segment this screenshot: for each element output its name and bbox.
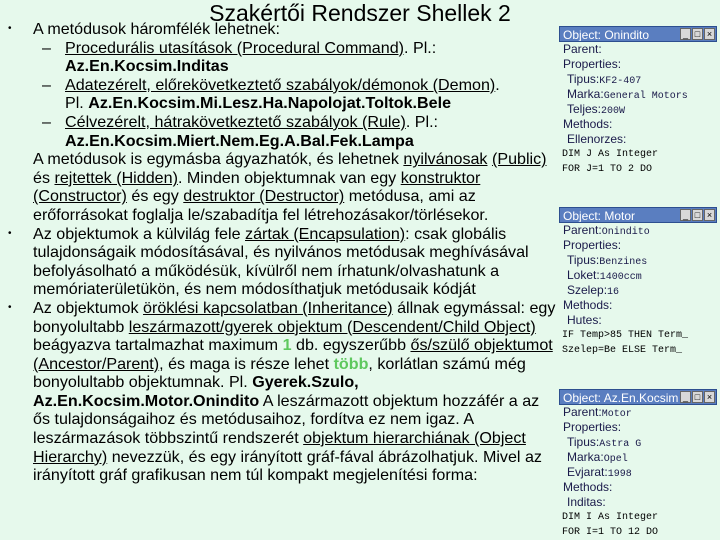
methods-header [559, 117, 717, 132]
property-label: Marka: [567, 450, 604, 464]
term-hidden: rejtettek (Hidden) [54, 168, 178, 187]
demon-prefix: Pl. [65, 94, 89, 113]
window-controls [680, 28, 715, 40]
properties-header [559, 57, 717, 72]
window-titlebar[interactable] [559, 207, 717, 223]
property-value[interactable]: Benzines [599, 257, 648, 268]
close-button[interactable]: × [704, 209, 715, 221]
properties-label: Properties: [563, 238, 622, 252]
property-label: Loket: [567, 268, 600, 282]
parent-value[interactable]: Onindito [601, 227, 650, 238]
bullet-marker: • [8, 227, 12, 239]
method-row[interactable] [559, 132, 717, 147]
property-value[interactable]: 16 [607, 287, 620, 298]
method-code-line[interactable]: DIM J As Integer [562, 149, 659, 160]
property-value[interactable]: 1998 [607, 469, 632, 480]
text: és [33, 168, 55, 187]
highlight-tobb: több [333, 354, 369, 373]
demon-term: Adatezérelt, előrekövetkeztető szabályok/démonok (Demon) [65, 75, 496, 94]
method-name: Hutes: [567, 313, 602, 327]
property-label: Teljes: [567, 102, 602, 116]
parent-row [559, 42, 717, 57]
maximize-button[interactable]: □ [692, 28, 703, 40]
text: , korlátlan számú még bonyolultabb objektumnak. Pl. [33, 354, 526, 392]
procedural-rest: . Pl.: [404, 38, 437, 57]
text: , és maga is része lehet [159, 354, 334, 373]
maximize-button[interactable]: □ [692, 391, 703, 403]
parent-row[interactable] [559, 223, 717, 238]
method-name: Ellenorzes: [567, 132, 627, 146]
property-label: Tipus: [567, 253, 600, 267]
demon-example: Az.En.Kocsim.Mi.Lesz.Ha.Napolojat.Toltok.Bele [88, 94, 452, 113]
method-row[interactable] [559, 495, 717, 510]
highlight-one: 1 [282, 336, 292, 355]
method-row[interactable] [559, 313, 717, 328]
method-code-line[interactable]: Szelep=Be ELSE Term_ [562, 345, 683, 356]
text: . Minden objektumnak van egy [177, 168, 401, 187]
dash-marker: – [42, 38, 51, 57]
window-title: Object: Onindito [563, 28, 650, 42]
bullet-marker: • [8, 23, 12, 34]
text: metódusa, ami az erőforrásokat foglalja le/szabadítja fel létrehozásakor/törlésekor. [33, 187, 489, 224]
property-row[interactable] [559, 450, 717, 465]
term-inheritance: öröklési kapcsolatban (Inheritance) [143, 298, 393, 317]
parent-label: Parent: [563, 405, 602, 419]
maximize-button[interactable]: □ [692, 209, 703, 221]
text: Az objektumok a külvilág fele [33, 224, 246, 243]
property-label: Tipus: [567, 72, 600, 86]
window-title: Object: Motor [563, 209, 636, 223]
term-encapsulation: zártak (Encapsulation) [245, 224, 406, 243]
text: db. egyszerűbb [291, 336, 411, 355]
method-code-line[interactable]: FOR J=1 TO 2 DO [562, 164, 653, 175]
properties-label: Properties: [563, 57, 622, 71]
text: beágyazva tartalmazhat maximum [33, 336, 283, 355]
slide-title: Szakértői Rendszer Shellek 2 [209, 0, 511, 26]
property-value[interactable]: Astra G [599, 439, 642, 450]
term-constructor: konstruktor (Constructor) [33, 168, 481, 206]
rule-rest: . Pl.: [405, 112, 439, 131]
method-code-line[interactable]: FOR I=1 TO 12 DO [562, 527, 659, 538]
bullet-inheritance [8, 299, 556, 485]
property-value[interactable]: Opel [603, 454, 628, 465]
method-code-line[interactable]: DIM I As Integer [562, 512, 659, 523]
term-public-paren: (Public) [491, 150, 547, 169]
close-button[interactable]: × [704, 28, 715, 40]
rule-example: Az.En.Kocsim.Miert.Nem.Eg.A.Bal.Fek.Lampa [65, 131, 414, 150]
term-parent-object: ős/szülő objektumot (Ancestor/Parent) [33, 336, 553, 373]
minimize-button[interactable]: _ [680, 209, 691, 221]
term-destructor: destruktor (Destructor) [183, 187, 345, 206]
property-row[interactable] [559, 102, 717, 117]
text: állnak egymással: egy bonyolultabb [33, 298, 556, 336]
methods-intro: A metódusok háromfélék lehetnek: [33, 20, 280, 38]
text: A metódusok is egymásba ágyazhatók, és lehetnek [33, 150, 404, 169]
properties-header [559, 420, 717, 435]
window-titlebar[interactable] [559, 26, 717, 42]
property-row[interactable] [559, 87, 717, 102]
text: Az objektumok [33, 298, 144, 317]
demon-rest: . [495, 75, 500, 94]
text: A leszármazott objektum hozzáfér a az ős tulajdonságaihoz és metódusaihoz, fordítva ez nem igaz. A leszármazások többszintű rendszerét [33, 391, 540, 448]
term-object-hierarchy: objektum hierarchiának (Object Hierarchy) [33, 429, 526, 466]
property-label: Tipus: [567, 435, 600, 449]
window-controls [680, 209, 715, 221]
method-name: Inditas: [567, 495, 606, 509]
inheritance-example: Gyerek.Szulo, Az.En.Kocsim.Motor.Onindito [33, 373, 359, 410]
window-controls [680, 391, 715, 403]
bullet-marker: • [8, 301, 12, 313]
window-title: Object: Az.En.Kocsim [563, 391, 679, 405]
methods-label: Methods: [563, 298, 613, 312]
property-value[interactable]: KF2-407 [599, 76, 642, 87]
property-row[interactable] [559, 283, 717, 298]
property-label: Marka: [567, 87, 604, 101]
property-row[interactable] [559, 72, 717, 87]
procedural-example: Az.En.Kocsim.Inditas [65, 57, 229, 76]
property-row[interactable] [559, 253, 717, 268]
methods-label: Methods: [563, 480, 613, 494]
text: és egy [126, 187, 184, 206]
object-window-onindito[interactable] [559, 26, 717, 177]
sub-item-rule [8, 113, 556, 150]
window-titlebar[interactable] [559, 389, 717, 405]
methods-label: Methods: [563, 117, 613, 131]
property-label: Szelep: [567, 283, 608, 297]
property-row[interactable] [559, 465, 717, 480]
object-window-az-en-kocsim[interactable] [559, 389, 717, 540]
dash-marker: – [42, 75, 51, 94]
text: nevezzük, és egy irányított gráf-fával ábrázolhatjuk. Mivel az irányított gráf grafikusan nem túl kompakt megjelenítési forma: [33, 447, 542, 485]
minimize-button[interactable]: _ [680, 28, 691, 40]
property-value[interactable]: 1400ccm [599, 272, 642, 283]
procedural-term: Procedurális utasítások (Procedural Command) [65, 38, 405, 57]
methods-paragraph [8, 150, 556, 224]
parent-label: Parent: [563, 223, 602, 237]
property-row[interactable] [559, 268, 717, 283]
methods-header [559, 298, 717, 313]
bullet-methods [8, 20, 556, 39]
property-label: Evjarat: [567, 465, 608, 479]
minimize-button[interactable]: _ [680, 391, 691, 403]
object-window-motor[interactable] [559, 207, 717, 358]
methods-header [559, 480, 717, 495]
close-button[interactable]: × [704, 391, 715, 403]
parent-value[interactable]: Motor [601, 409, 632, 420]
property-value[interactable]: General Motors [603, 91, 688, 102]
properties-label: Properties: [563, 420, 622, 434]
sub-item-demon [8, 76, 556, 113]
slide-body [8, 20, 556, 485]
parent-row[interactable] [559, 405, 717, 420]
properties-header [559, 238, 717, 253]
dash-marker: – [42, 112, 51, 131]
sub-item-procedural [8, 39, 556, 76]
property-value[interactable]: 200W [601, 106, 626, 117]
rule-term: Célvezérelt, hátrakövetkeztető szabályok (Rule) [65, 112, 406, 131]
bullet-encapsulation [8, 225, 556, 299]
method-code-line[interactable]: IF Temp>85 THEN Term_ [562, 330, 689, 341]
property-row[interactable] [559, 435, 717, 450]
term-public: nyilvánosak [403, 150, 488, 169]
text: : csak globális tulajdonságaik módosításával, és nyilvános metódusak meghívásával befolyásolható a működésük, kívülről nem írhatunk/olvashatunk a memóriaterületükön, és nem módosíthatjuk metódusaik kódját [33, 224, 529, 299]
term-child-object: leszármazott/gyerek objektum (Descendent/Child Object) [128, 317, 536, 336]
parent-label: Parent: [563, 42, 602, 56]
